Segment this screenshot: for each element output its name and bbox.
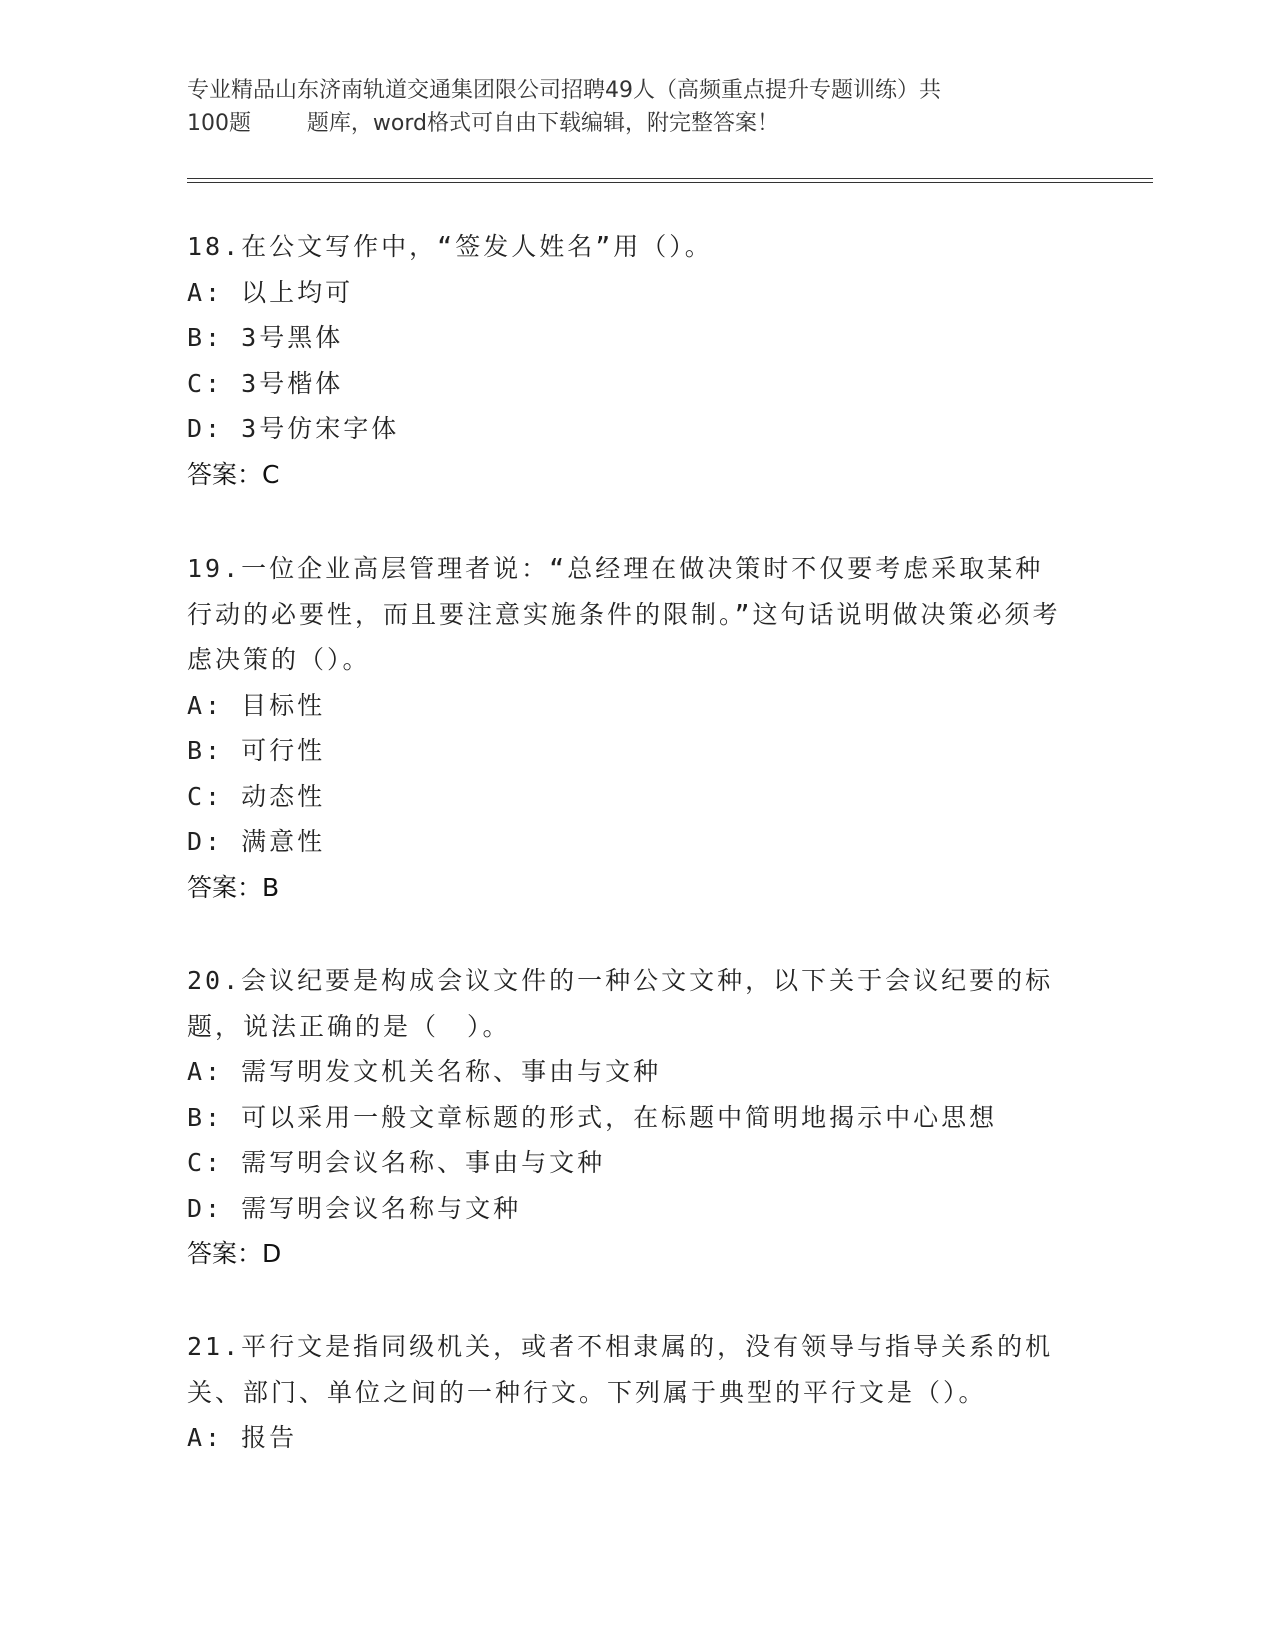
- header-line-2: 100题 题库，word格式可自由下载编辑，附完整答案！: [187, 111, 780, 136]
- option-d: D: 需写明会议名称与文种: [187, 1193, 522, 1223]
- answer: 答案：C: [187, 459, 280, 489]
- option-c: C: 需写明会议名称、事由与文种: [187, 1148, 606, 1177]
- header-rule-top: [187, 178, 1153, 179]
- question-20: [187, 958, 1067, 1277]
- question-18: [187, 224, 1067, 497]
- question-stem: 18.在公文写作中，“签发人姓名”用（）。: [187, 232, 713, 261]
- option-d: D: 3号仿宋字体: [187, 414, 400, 443]
- answer: 答案：B: [187, 872, 280, 902]
- option-a: A: 目标性: [187, 690, 326, 720]
- option-a: A: 报告: [187, 1423, 298, 1452]
- question-stem: 20.会议纪要是构成会议文件的一种公文文种，以下关于会议纪要的标题，说法正确的是（ ）。: [187, 966, 1054, 1041]
- option-c: C: 3号楷体: [187, 368, 344, 398]
- question-stem: 19.一位企业高层管理者说：“总经理在做决策时不仅要考虑采取某种行动的必要性，而且要注意实施条件的限制。”这句话说明做决策必须考虑决策的（）。: [187, 554, 1061, 674]
- header-line-1: 专业精品山东济南轨道交通集团限公司招聘49人（高频重点提升专题训练）共: [187, 78, 941, 103]
- header-rule-bottom: [187, 182, 1153, 183]
- question-21: [187, 1324, 1067, 1461]
- answer: 答案：D: [187, 1239, 282, 1268]
- option-b: B: 可行性: [187, 736, 326, 765]
- question-stem: 21.平行文是指同级机关，或者不相隶属的，没有领导与指导关系的机关、部门、单位之间的一种行文。下列属于典型的平行文是（）。: [187, 1332, 1054, 1407]
- option-a: A: 以上均可: [187, 277, 354, 307]
- question-19: [187, 546, 1067, 910]
- document-header: [187, 74, 1087, 140]
- option-d: D: 满意性: [187, 827, 326, 856]
- option-b: B: 可以采用一般文章标题的形式，在标题中简明地揭示中心思想: [187, 1102, 998, 1132]
- option-b: B: 3号黑体: [187, 323, 344, 352]
- option-c: C: 动态性: [187, 781, 326, 811]
- option-a: A: 需写明发文机关名称、事由与文种: [187, 1057, 662, 1086]
